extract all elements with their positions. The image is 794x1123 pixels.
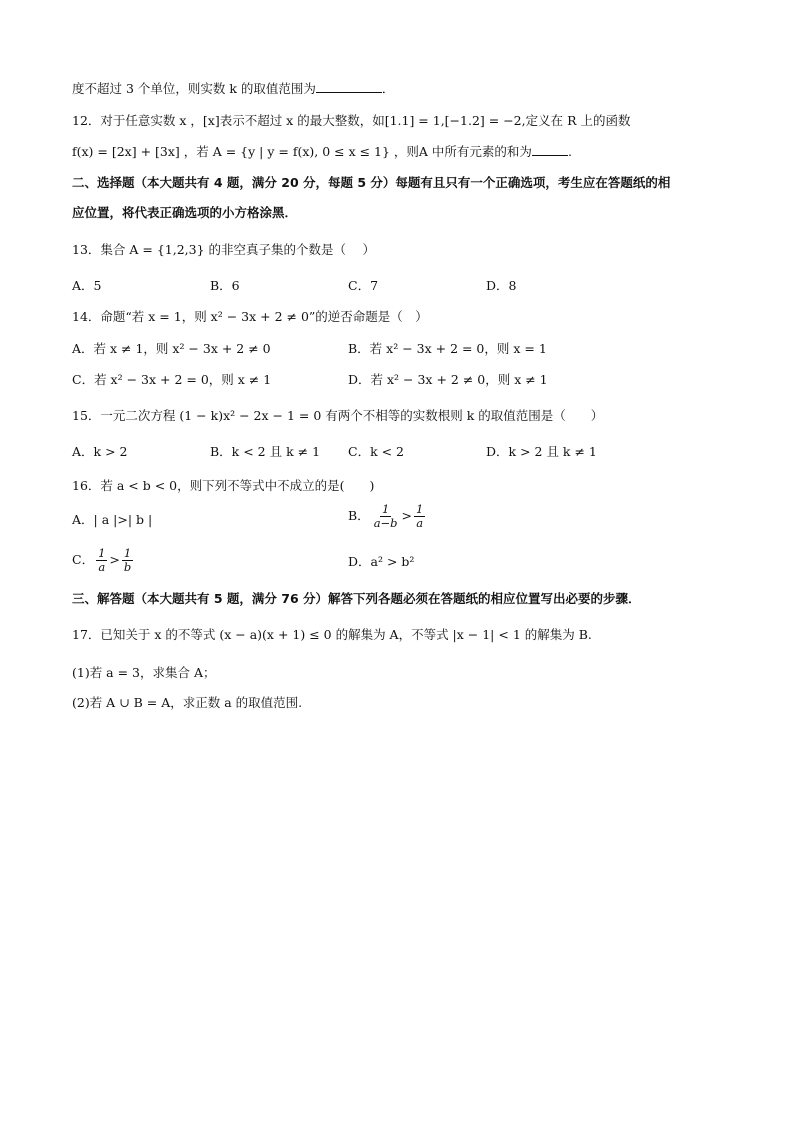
q11-tail — [72, 80, 394, 98]
q16-option-b-den-1: a−b — [373, 516, 398, 530]
q16-stem: 16．若 a < b < 0，则下列不等式中不成立的是( ) — [72, 478, 375, 493]
q15-option-b[interactable]: B．k < 2 且 k ≠ 1 — [210, 444, 321, 459]
q14-stem: 14．命题“若 x = 1，则 x² − 3x + 2 ≠ 0”的逆否命题是（ ） — [72, 309, 428, 324]
q16-option-c-fraction-1 — [96, 547, 107, 574]
q14-option-d[interactable]: D．若 x² − 3x + 2 ≠ 0，则 x ≠ 1 — [348, 372, 548, 387]
q16-option-b-num-1: 1 — [381, 502, 390, 516]
q16-option-b-fraction-2 — [414, 503, 425, 530]
q16-option-a[interactable]: A．| a |>| b | — [72, 512, 153, 527]
section2-heading-line1: 二、选择题（本大题共有 4 题，满分 20 分，每题 5 分）每题有且只有一个正确选项，考生应在答题纸的相 — [72, 175, 671, 190]
q16-option-c-den-2: b — [123, 560, 132, 574]
q16-option-b-fraction-1 — [372, 503, 400, 530]
q16-option-c-num-1: 1 — [98, 546, 106, 560]
q13-option-b[interactable]: B．6 — [210, 278, 240, 293]
q16-option-b-label: B． — [348, 508, 370, 523]
q16-option-c-den-1: a — [98, 560, 106, 574]
q12-end: . — [567, 144, 572, 159]
q11-tail-text: 度不超过 3 个单位，则实数 k 的取值范围为 — [72, 81, 316, 96]
q16-option-b-den-2: a — [416, 516, 424, 530]
q12-line2-text: f(x) = [2x] + [3x] ，若 A = {y | y = f(x), 0 ≤ x ≤ 1} ，则A 中所有元素的和为 — [72, 144, 532, 159]
q17-stem: 17．已知关于 x 的不等式 (x − a)(x + 1) ≤ 0 的解集为 A，不等式 |x − 1| < 1 的解集为 B. — [72, 627, 592, 642]
q12-line2 — [72, 143, 572, 161]
q17-part1: (1)若 a = 3，求集合 A； — [72, 665, 216, 680]
section3-heading: 三、解答题（本大题共有 5 题，满分 76 分）解答下列各题必须在答题纸的相应位置写出必要的步骤． — [72, 591, 641, 606]
q16-option-b-gt: > — [401, 508, 413, 523]
q16-option-c-num-2: 1 — [123, 546, 132, 560]
q16-option-b[interactable] — [348, 503, 427, 530]
q16-option-c-fraction-2 — [122, 547, 133, 574]
q16-option-c[interactable] — [72, 547, 135, 574]
q14-option-b[interactable]: B．若 x² − 3x + 2 = 0，则 x = 1 — [348, 341, 547, 356]
q16-option-d[interactable]: D．a² > b² — [348, 554, 415, 569]
q17-part2: (2)若 A ∪ B = A，求正数 a 的取值范围. — [72, 695, 303, 710]
answer-blank-12[interactable] — [532, 143, 568, 156]
q13-option-d[interactable]: D．8 — [486, 278, 517, 293]
q16-option-c-label: C． — [72, 552, 95, 567]
q13-stem: 13．集合 A = {1,2,3} 的非空真子集的个数是（ ） — [72, 242, 375, 257]
q15-option-c[interactable]: C．k < 2 — [348, 444, 405, 459]
q13-option-c[interactable]: C．7 — [348, 278, 379, 293]
q13-option-a[interactable]: A．5 — [72, 278, 102, 293]
q12-line1: 12．对于任意实数 x ，[x]表示不超过 x 的最大整数，如[1.1] = 1,[−1.2] = −2,定义在 R 上的函数 — [72, 113, 631, 128]
q15-stem: 15．一元二次方程 (1 − k)x² − 2x − 1 = 0 有两个不相等的实数根则 k 的取值范围是（ ） — [72, 408, 604, 423]
answer-blank-11[interactable] — [316, 80, 382, 93]
q14-option-c[interactable]: C．若 x² − 3x + 2 = 0，则 x ≠ 1 — [72, 372, 272, 387]
q11-tail-end: ． — [381, 81, 395, 96]
q14-option-a[interactable]: A．若 x ≠ 1，则 x² − 3x + 2 ≠ 0 — [72, 341, 271, 356]
section2-heading-line2: 应位置，将代表正确选项的小方格涂黑． — [72, 205, 298, 220]
q15-option-d[interactable]: D．k > 2 且 k ≠ 1 — [486, 444, 597, 459]
q16-option-c-gt: > — [109, 552, 120, 567]
q16-option-b-num-2: 1 — [416, 502, 424, 516]
q15-option-a[interactable]: A．k > 2 — [72, 444, 128, 459]
